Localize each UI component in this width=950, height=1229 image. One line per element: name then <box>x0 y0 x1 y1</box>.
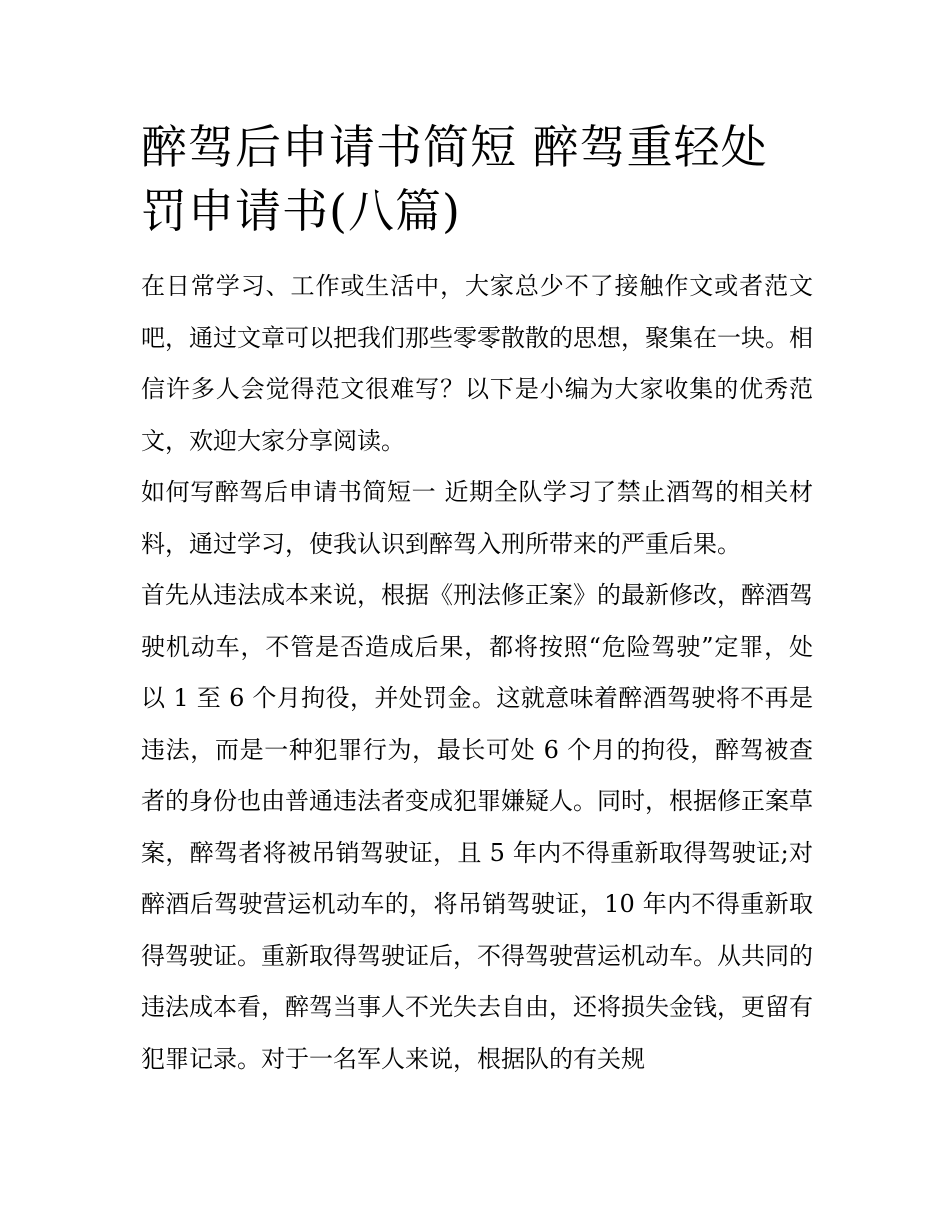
document-title: 醉驾后申请书简短 醉驾重轻处罚申请书(八篇) <box>141 120 768 238</box>
paragraph-violation-cost: 首先从违法成本来说，根据《刑法修正案》的最新修改，醉酒驾驶机动车，不管是否造成后果，都将按照“危险驾驶”定罪，处以 1 至 6 个月拘役，并处罚金。这就意味着醉酒驾驶将不再是违法，而是一种犯罪行为，最长可处 6 个月的拘役，醉驾被查者的身份也由普通违法者变成犯罪嫌疑人。同时，根据修正案草案，醉驾者将被吊销驾驶证，且 5 年内不得重新取得驾驶证;对醉酒后驾驶营运机动车的，将吊销驾驶证，10 年内不得重新取得驾驶证。重新取得驾驶证后，不得驾驶营运机动车。从共同的违法成本看，醉驾当事人不光失去自由，还将损失金钱，更留有犯罪记录。对于一名军人来说，根据队的有关规 <box>141 581 813 1073</box>
paragraph-intro: 在日常学习、工作或生活中，大家总少不了接触作文或者范文吧，通过文章可以把我们那些零零散散的思想，聚集在一块。相信许多人会觉得范文很难写？以下是小编为大家收集的优秀范文，欢迎大家分享阅读。 <box>141 272 813 455</box>
paragraph-section-one: 如何写醉驾后申请书简短一 近期全队学习了禁止酒驾的相关材料，通过学习，使我认识到醉驾入刑所带来的严重后果。 <box>141 478 813 558</box>
document-body <box>141 115 813 1085</box>
